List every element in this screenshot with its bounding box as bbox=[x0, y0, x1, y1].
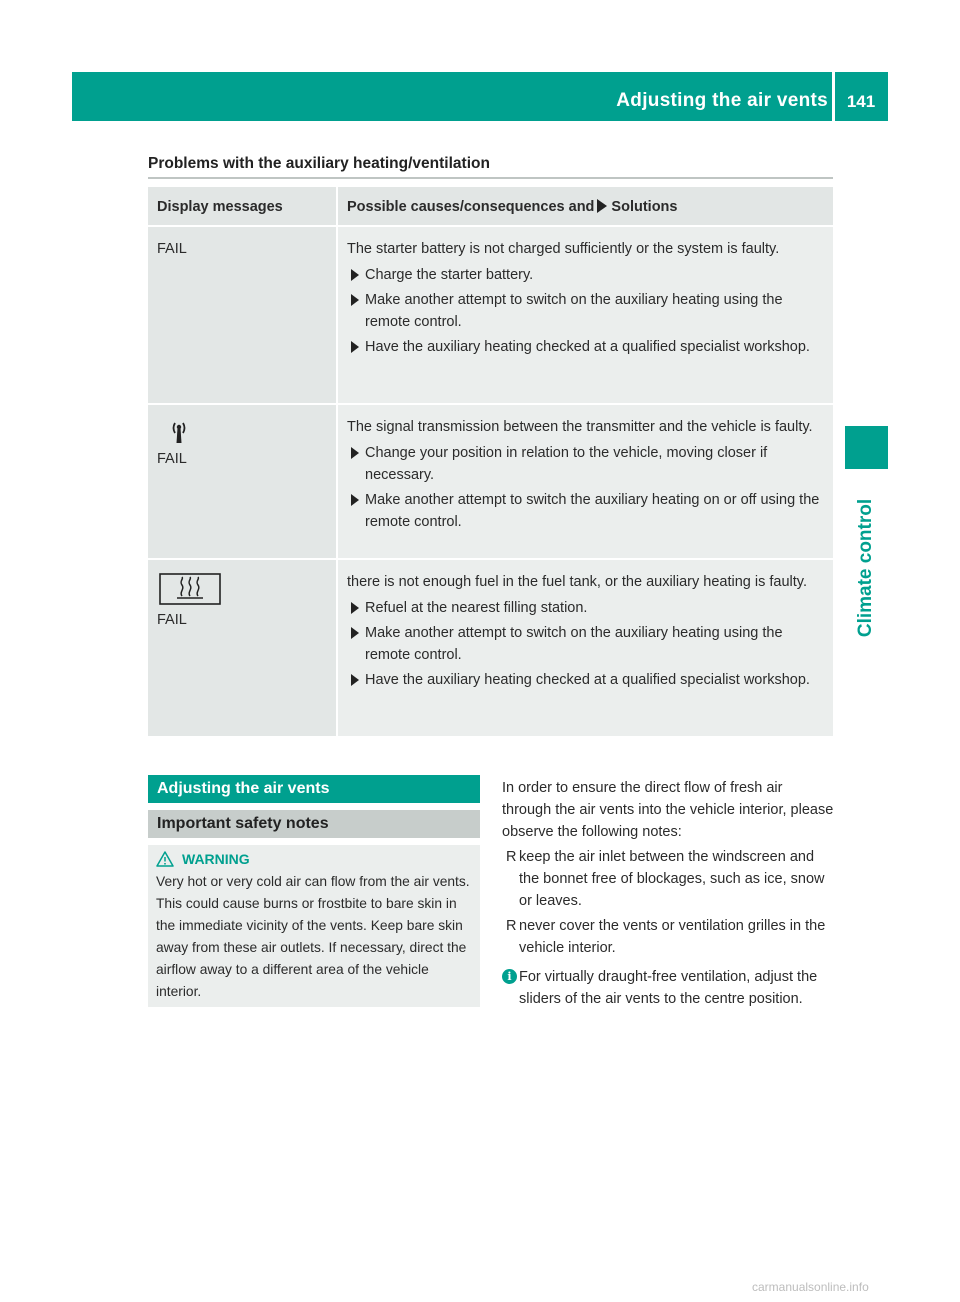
solution-step bbox=[347, 264, 824, 286]
heater-icon bbox=[159, 573, 221, 605]
display-cell bbox=[148, 559, 337, 737]
action-arrow-icon bbox=[351, 269, 359, 281]
list-item-text: never cover the vents or ventilation grilles in the vehicle interior. bbox=[519, 918, 826, 956]
table-row bbox=[148, 404, 833, 559]
solution-cell bbox=[337, 226, 833, 404]
table-row bbox=[148, 559, 833, 737]
warning-triangle-icon bbox=[156, 851, 174, 867]
notes-column bbox=[502, 777, 834, 1010]
action-arrow-icon bbox=[351, 674, 359, 686]
col-header-causes: Possible causes/consequences and bbox=[347, 199, 595, 215]
footer-watermark: carmanualsonline.info bbox=[752, 1280, 869, 1294]
display-message: FAIL bbox=[157, 241, 187, 257]
header-separator bbox=[832, 72, 835, 121]
info-icon: i bbox=[502, 969, 517, 984]
solution-step-text: Make another attempt to switch on the auxiliary heating using the remote control. bbox=[365, 292, 783, 330]
chapter-label bbox=[847, 480, 885, 655]
solution-step bbox=[347, 336, 824, 358]
info-text: For virtually draught-free ventilation, adjust the sliders of the air vents to the centre position. bbox=[519, 969, 818, 1007]
action-arrow-icon bbox=[351, 627, 359, 639]
solution-cell bbox=[337, 559, 833, 737]
problems-table bbox=[148, 187, 833, 738]
solution-step bbox=[347, 489, 824, 533]
solution-step-text: Refuel at the nearest filling station. bbox=[365, 600, 588, 616]
notes-intro: In order to ensure the direct flow of fresh air through the air vents into the vehicle interior, please observe the following notes: bbox=[502, 780, 834, 840]
solution-step-text: Have the auxiliary heating checked at a qualified specialist workshop. bbox=[365, 339, 810, 355]
bullet-marker: R bbox=[506, 918, 517, 934]
display-cell bbox=[148, 226, 337, 404]
col-header-display-messages: Display messages bbox=[148, 187, 337, 226]
display-message: FAIL bbox=[157, 612, 187, 628]
cause-text: The starter battery is not charged sufficiently or the system is faulty. bbox=[347, 241, 780, 257]
display-message: FAIL bbox=[157, 451, 187, 467]
action-arrow-icon bbox=[351, 294, 359, 306]
cause-text: there is not enough fuel in the fuel tank, or the auxiliary heating is faulty. bbox=[347, 574, 807, 590]
solution-step bbox=[347, 442, 824, 486]
chapter-tab-marker bbox=[845, 426, 888, 469]
list-item bbox=[502, 846, 834, 912]
subsection-title: Important safety notes bbox=[148, 810, 480, 838]
col-header-solutions: Solutions bbox=[611, 199, 678, 215]
list-item-text: keep the air inlet between the windscreen and the bonnet free of blockages, such as ice, snow or leaves. bbox=[519, 849, 825, 909]
list-item bbox=[502, 915, 834, 959]
solution-step-text: Make another attempt to switch on the auxiliary heating using the remote control. bbox=[365, 625, 783, 663]
problems-title: Problems with the auxiliary heating/ventilation bbox=[148, 155, 490, 172]
warning-box bbox=[148, 845, 480, 1007]
chapter-label-text: Climate control bbox=[855, 498, 876, 637]
solution-step bbox=[347, 622, 824, 666]
action-arrow-icon bbox=[597, 199, 607, 213]
col-header-causes-solutions bbox=[337, 187, 833, 226]
cause-text: The signal transmission between the transmitter and the vehicle is faulty. bbox=[347, 419, 813, 435]
antenna-signal-icon bbox=[159, 418, 199, 444]
solution-step-text: Make another attempt to switch the auxiliary heating on or off using the remote control. bbox=[365, 492, 820, 530]
action-arrow-icon bbox=[351, 494, 359, 506]
action-arrow-icon bbox=[351, 447, 359, 459]
solution-step bbox=[347, 597, 824, 619]
solution-step-text: Change your position in relation to the vehicle, moving closer if necessary. bbox=[365, 445, 768, 483]
page-number: 141 bbox=[846, 92, 876, 111]
action-arrow-icon bbox=[351, 602, 359, 614]
title-rule bbox=[148, 177, 833, 179]
solution-cell bbox=[337, 404, 833, 559]
table-row bbox=[148, 226, 833, 404]
solution-step bbox=[347, 289, 824, 333]
info-note bbox=[502, 966, 834, 1010]
warning-header bbox=[156, 851, 472, 867]
warning-text: Very hot or very cold air can flow from the air vents. This could cause burns or frostbite to bare skin in the immediate vicinity of the vents. Keep bare skin away from these air outlets. If necessary, direct the airflow away to a different area of the vehicle interior. bbox=[156, 874, 470, 999]
solution-step-text: Charge the starter battery. bbox=[365, 267, 534, 283]
solution-step bbox=[347, 669, 824, 691]
section-title: Adjusting the air vents bbox=[148, 775, 480, 803]
warning-label: WARNING bbox=[182, 851, 250, 867]
table-header-row bbox=[148, 187, 833, 226]
solution-step-text: Have the auxiliary heating checked at a qualified specialist workshop. bbox=[365, 672, 810, 688]
header-title: Adjusting the air vents bbox=[616, 90, 828, 111]
action-arrow-icon bbox=[351, 341, 359, 353]
bullet-marker: R bbox=[506, 849, 517, 865]
display-cell bbox=[148, 404, 337, 559]
